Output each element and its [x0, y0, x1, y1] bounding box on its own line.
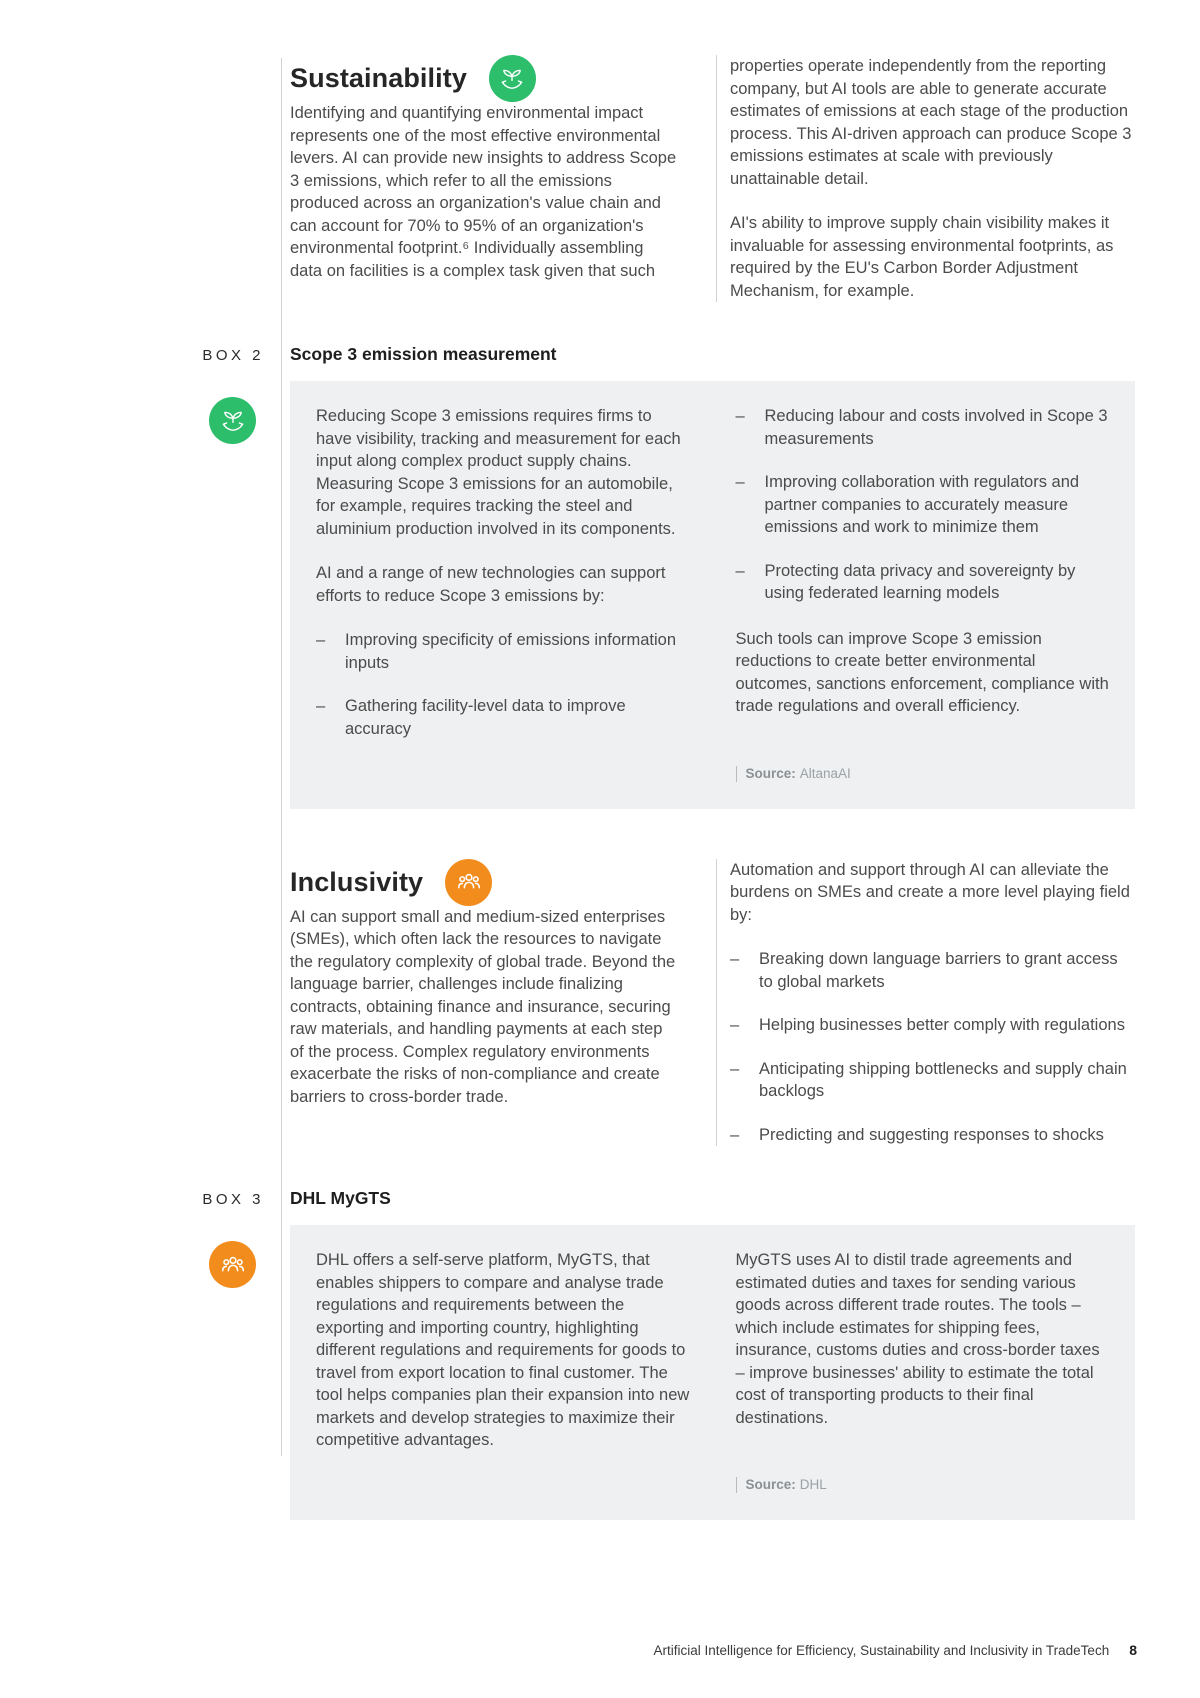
box2-source	[736, 766, 851, 782]
bullet-text: Gathering facility-level data to improve accuracy	[345, 697, 626, 738]
bullet-text: Helping businesses better comply with regulations	[759, 1016, 1125, 1034]
sustainability-columns	[290, 55, 1135, 302]
box3-body-row	[0, 1225, 1200, 1520]
hands-holding-sprout-icon	[489, 55, 536, 102]
bullet-dash: –	[735, 407, 745, 425]
source-value: DHL	[799, 1477, 827, 1492]
people-group-icon	[445, 859, 492, 906]
bullet-text: Protecting data privacy and sovereignty by using federated learning models	[764, 561, 1076, 602]
sustainability-left-paragraph: Identifying and quantifying environmental impact represents one of the most effective environmental levers. AI can provide new insights to address Scope 3 emissions, which refer to all the emissions produced across an organization's value chain and can account for 70% to 95% of an organization's environmental footprint.⁶ Individually assembling data on facilities is a complex task given that such	[290, 104, 677, 280]
section-inclusivity	[0, 859, 1200, 1147]
sustainability-left-column	[290, 55, 678, 302]
box3-title-cell	[290, 1188, 1135, 1209]
box3-left-paragraph: DHL offers a self-serve platform, MyGTS, that enables shippers to compare and analyse trade regulations and requirements between the exporting and importing country, highlighting different regulations and requirements for goods to travel from export location to final customer. The tool helps companies plan their expansion into new markets and develop strategies to maximize their competitive advantages.	[316, 1251, 690, 1449]
bullet-text: Anticipating shipping bottlenecks and supply chain backlogs	[759, 1059, 1127, 1100]
bullet-dash: –	[735, 561, 745, 580]
section-sustainability	[0, 0, 1200, 302]
box3-title: DHL MyGTS	[290, 1188, 391, 1208]
inclusivity-title: Inclusivity	[290, 866, 424, 897]
bullet-text: Breaking down language barriers to grant access to global markets	[759, 950, 1118, 991]
inclusivity-columns	[290, 859, 1135, 1147]
box2-heading-row	[0, 344, 1200, 365]
bullet-item	[730, 1014, 1135, 1037]
box2-left-paragraph-1: Reducing Scope 3 emissions requires firms to have visibility, tracking and measurement for each input along complex product supply chains. Measuring Scope 3 emissions for an automobile, for example, requires tracking the steel and aluminium production involved in its components.	[316, 407, 681, 538]
box2-left-column	[316, 405, 690, 783]
box3-right-paragraph: MyGTS uses AI to distil trade agreements and estimated duties and taxes for sending various goods across different trade routes. The tools – which include estimates for shipping fees, insurance, customs duties and cross-border taxes – improve businesses' ability to estimate the total cost of transporting products to their final destinations.	[735, 1251, 1100, 1427]
box3-heading-row	[0, 1188, 1200, 1209]
box2-left-paragraph-2: AI and a range of new technologies can support efforts to reduce Scope 3 emissions by:	[316, 564, 666, 605]
bullet-item	[736, 405, 1110, 450]
bullet-dash: –	[730, 1059, 740, 1078]
box3-right-column	[736, 1249, 1110, 1494]
margin-column	[0, 1188, 290, 1209]
box3-source	[736, 1477, 827, 1493]
bullet-dash: –	[730, 950, 740, 968]
margin-column	[0, 859, 290, 1147]
sustainability-title: Sustainability	[290, 63, 467, 93]
box2-right-paragraph: Such tools can improve Scope 3 emission reductions to create better environmental outcomes, sanctions enforcement, compliance with trade regulations and overall efficiency.	[735, 629, 1109, 715]
box2-label: BOX 2	[202, 347, 264, 364]
margin-rule	[281, 58, 282, 1456]
sustainability-right-paragraph-2: AI's ability to improve supply chain visibility makes it invaluable for assessing environmental footprints, as required by the EU's Carbon Border Adjustment Mechanism, for example.	[730, 214, 1114, 300]
box2-title-cell	[290, 344, 1135, 365]
inclusivity-left-column	[290, 859, 678, 1147]
box2-left-bullet-list	[316, 629, 690, 740]
box3-label: BOX 3	[202, 1191, 264, 1208]
box2-body-row	[0, 381, 1200, 809]
inclusivity-right-column	[716, 859, 1135, 1147]
people-group-icon	[209, 1241, 256, 1288]
bullet-item	[316, 629, 690, 674]
box2-gray-box	[290, 381, 1135, 809]
margin-column	[0, 381, 290, 809]
sustainability-right-paragraph-1: properties operate independently from the reporting company, but AI tools are able to generate accurate estimates of emissions at each stage of the production process. This AI-driven approach can produce Scope 3 emissions estimates at scale with previously unattainable detail.	[730, 57, 1132, 188]
margin-column	[0, 344, 290, 365]
page-number: 8	[1129, 1642, 1137, 1658]
bullet-text: Predicting and suggesting responses to shocks	[759, 1125, 1104, 1144]
inclusivity-bullet-list	[730, 948, 1135, 1146]
box3-left-column	[316, 1249, 690, 1494]
bullet-text: Improving collaboration with regulators and partner companies to accurately measure emissions and work to minimize them	[764, 473, 1080, 536]
source-value: AltanaAI	[799, 765, 851, 781]
bullet-dash: –	[735, 473, 745, 491]
margin-column	[0, 1225, 290, 1520]
bullet-dash: –	[316, 697, 326, 715]
sustainability-right-column	[716, 55, 1135, 302]
bullet-dash: –	[730, 1016, 740, 1034]
box2-title: Scope 3 emission measurement	[290, 344, 557, 364]
box2-right-column	[736, 405, 1110, 783]
sustainability-heading	[290, 55, 678, 102]
source-label: Source:	[745, 765, 796, 781]
hands-holding-sprout-icon	[209, 397, 256, 444]
bullet-item	[730, 948, 1135, 993]
bullet-dash: –	[730, 1125, 740, 1144]
bullet-item	[736, 471, 1110, 539]
footer-title: Artificial Intelligence for Efficiency, Sustainability and Inclusivity in TradeTech	[653, 1643, 1110, 1658]
bullet-text: Improving specificity of emissions information inputs	[345, 631, 677, 672]
page-footer	[653, 1642, 1137, 1658]
bullet-item	[736, 560, 1110, 605]
margin-column	[0, 55, 290, 302]
bullet-item	[316, 695, 690, 740]
bullet-text: Reducing labour and costs involved in Scope 3 measurements	[764, 407, 1108, 448]
bullet-dash: –	[316, 631, 326, 649]
bullet-item	[730, 1124, 1135, 1147]
box3-gray-box	[290, 1225, 1135, 1520]
inclusivity-left-paragraph: AI can support small and medium-sized enterprises (SMEs), which often lack the resources to navigate the regulatory complexity of global trade. Beyond the language barrier, challenges include finalizing contracts, obtaining finance and insurance, securing raw materials, and handling payments at each step of the process. Complex regulatory environments exacerbate the risks of non-compliance and create barriers to cross-border trade.	[290, 907, 676, 1106]
inclusivity-right-intro: Automation and support through AI can alleviate the burdens on SMEs and create a more level playing field by:	[730, 860, 1130, 924]
bullet-item	[730, 1058, 1135, 1103]
source-label: Source:	[745, 1477, 796, 1492]
inclusivity-heading	[290, 859, 678, 906]
box2-right-bullet-list	[736, 405, 1110, 605]
